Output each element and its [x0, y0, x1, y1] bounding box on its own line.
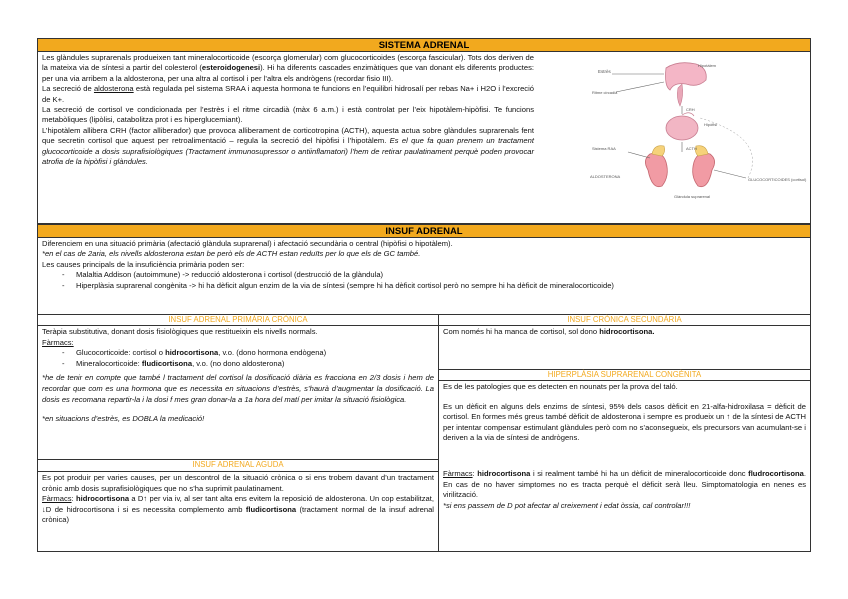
left-kidney-shape: [645, 153, 667, 187]
text-run: Mineralocorticoide:: [76, 358, 142, 368]
text-run-italic: *he de tenir en compte que també l tractament del cortisol la dosificació diària es fracciona en 2/3 dosis i hem de recordar que com es una hormona que es necessita en situacions d’estrès, s’haurà d’augmentar la dosificació. La dosis es recomana repartir-la i la dosi f mes gran donar-la a 1a hora del matí per imitar la situació fisiològica.: [42, 373, 434, 404]
diagram-label: GLUCOCORTICOIDES (cortisol): [748, 177, 807, 182]
text-run-italic: *en el cas de 2aria, els nivells aldosterona estan be però els de ACTH estan reduïts per lo que els de GC també.: [42, 249, 421, 259]
text-run: a D↑ per via iv, al ser tant alta ens evitem la reposició de aldosterona. Un cop estabilitzat, ↓D de hidrocortisona i si es necessita complemento amb: [42, 494, 434, 514]
cronica-farmacs-list: [42, 348, 434, 369]
text-run-bold: hidrocortisona.: [599, 327, 655, 336]
list-item: [76, 359, 434, 370]
text-run: . En cas de no haver simptomes no es tracta perquè el dèficit serà lleu. Simptomatologia en nenes es virilització.: [443, 468, 806, 500]
text-run: Les glàndules suprarenals produeixen tant mineralocorticoide (escorça glomerular) com glucocorticoides (escorça fascicular). Tots dos deriven de la mateixa via de síntesi a partir del colesterol (: [42, 53, 534, 73]
diagram-label: Sistema RAA: [592, 146, 616, 151]
text-run: i si realment també hi ha un dèficit de mineralocorticoide donc: [530, 468, 749, 478]
adrenal-p2: [42, 84, 534, 105]
hiperplasia-p1: Es de les patologies que es detecten en nounats per la prova del taló.: [443, 382, 678, 391]
hpa-axis-diagram: [578, 58, 810, 218]
section-title-insuf-adrenal: INSUF ADRENAL: [37, 224, 811, 238]
pituitary-stalk-shape: [677, 84, 682, 106]
text-run: :: [472, 468, 478, 478]
adrenal-p4: [42, 126, 534, 168]
cronica-box: [37, 326, 439, 460]
hiperplasia-box: [438, 381, 811, 552]
text-run: :: [71, 494, 76, 504]
diagram-label: CRH: [686, 107, 695, 112]
text-run: està regulada pel sistema SRAA i aquesta hormona te funcions en l’equilibri hidrosalí per rebas Na+ i H2O i l’excreció de K+.: [42, 84, 535, 104]
text-run-underline: aldosterona: [93, 84, 134, 94]
diagram-label: Glàndula suprarenal: [674, 194, 711, 199]
text-run-bold: fludrocortisona: [748, 468, 804, 478]
text-run: ). Hi ha diferents cascades enzimàtiques que van donant els diferents productes: per una via arribem a la aldosterona, per una altra al cortisol i per l’altra els andrògens (recordar fisio III).: [42, 63, 534, 83]
aguda-p2: [42, 494, 434, 526]
text-run-underline: Fàrmacs: [42, 494, 72, 504]
subsection-title-aguda: INSUF ADRENAL AGUDA: [37, 460, 439, 472]
sistema-adrenal-text: [42, 53, 534, 167]
text-run-bold: fludicortisona: [141, 358, 193, 368]
text-run: , v.o. (no dono aldosterona): [192, 358, 285, 368]
text-run-bold: hidrocortisona: [75, 494, 130, 504]
sistema-adrenal-box: [37, 52, 811, 224]
text-run-bold: hidrocortisona: [477, 468, 531, 478]
text-run: (tractament normal de la insuf adrenal crònica): [42, 504, 434, 525]
list-item: - Malaltia Addison (autoimmune) -> reducció aldosterona i cortisol (destrucció de la glàndula): [76, 270, 806, 280]
text-run-bold: hidrocortisona: [165, 348, 219, 358]
secundaria-box: [438, 326, 811, 370]
pituitary-shape: [666, 116, 698, 140]
list-item: [76, 348, 434, 359]
insuf-intro: Diferenciem en una situació primària (afectació glàndula suprarenal) i afectació secundària o central (hipòfisi o hipotàlem).: [42, 239, 453, 248]
aguda-p1: Es pot produir per varies causes, per un descontrol de la situació crònica o si ens trobem davant d’un tractament crònic amb dosis suprafisiològiques que no s’ha suprimit paulatinament.: [42, 473, 434, 493]
cronica-note1: [42, 373, 434, 405]
text-run-italic: *en situacions d’estrès, es DOBLA la medicació!: [42, 414, 205, 424]
adrenal-p1: [42, 53, 534, 84]
diagram-label: Estrès: [598, 69, 611, 74]
diagram-label: Hipotàlem: [698, 63, 717, 68]
right-adrenal-shape: [695, 146, 708, 156]
subsection-title-hiperplasia: HIPERPLÀSIA SUPRARENAL CONGÈNITA: [438, 370, 811, 381]
diagram-label: Hipòfisi: [704, 122, 718, 127]
text-run: Com només hi ha manca de cortisol, sol dono: [443, 327, 600, 336]
text-run: Glucocorticoide: cortisol o: [76, 348, 166, 358]
text-run-bold: esteroidogenesi: [201, 63, 261, 73]
diagram-label: Ritme circadià: [592, 90, 618, 95]
hiperplasia-p2: Es un dèficit en alguns dels enzims de síntesi, 95% dels casos dèficit en 21-alfa-hidroxilasa = dèficit de cortisol. En formes més greus també dèficit de aldosterona i sempre es produeix un ↑ de la síntesi de ACTH per intentar compensar estimulant glàndules però com no s’aconsegueix, els precursors van acumulant-se i deriven a la via de síntesi de andrògens.: [443, 401, 806, 443]
aguda-box: [37, 472, 439, 552]
insuf-note: [42, 249, 806, 259]
arrow-sraa: [628, 152, 650, 158]
diagram-label: ALDOSTERONA: [590, 174, 621, 179]
insuf-causes-intro: Les causes principals de la insuficiència primària poden ser:: [42, 259, 245, 269]
right-kidney-shape: [693, 153, 715, 187]
section-title-sistema-adrenal: SISTEMA ADRENAL: [37, 38, 811, 52]
subsection-title-secundaria: INSUF CRÒNICA SECUNDÀRIA: [438, 315, 811, 326]
text-run-underline: Fàrmacs: [443, 468, 473, 478]
text-run: La secreció de: [42, 84, 94, 94]
subsection-title-cronica: INSUF ADRENAL PRIMÀRIA CRÒNICA: [37, 315, 439, 326]
left-adrenal-shape: [652, 146, 665, 156]
cronica-farmacs-label: [42, 338, 434, 349]
arrow-gc: [714, 170, 746, 178]
text-run-italic: *si ens passem de D pot afectar al creixement i edat òssia, cal controlar!!!: [443, 500, 691, 510]
diagram-label: ACTH: [686, 146, 697, 151]
text-run: , v.o. (dono hormona endògena): [218, 348, 327, 358]
text-run-italic: Es el que fa quan prenem un tractament glucocorticoide a dosis suprafisiològiques (Tractament immunosupressor o antiinflamatori) l’hem de retirar paulatinament perquè poden provocar atrofia de la hipòfisi i glàndules.: [42, 136, 534, 167]
hiperplasia-p4: [443, 501, 806, 512]
insuf-adrenal-box: [37, 238, 811, 315]
secundaria-text: [443, 327, 806, 338]
arrow-circadia: [616, 82, 664, 92]
cronica-therapy: Teràpia substitutiva, donant dosis fisiològiques que restitueixin els nivells normals.: [42, 327, 318, 336]
cronica-note2: [42, 414, 434, 425]
text-run: L’hipotàlem allibera CRH (factor alliberador) que provoca alliberament de corticotropina (ACTH), aquesta actua sobre glàndules suprarenals fent que secretin cortisol que aquest per retroalimentació – regula la secreció del hipòfisi i l’hipotàlem.: [42, 125, 534, 146]
list-item: - Hiperplàsia suprarenal congènita -> hi ha dèficit algun enzim de la via de síntesi (sempre hi ha dèficit cortisol però no sempre hi ha dèficit de mineralocorticoide): [76, 281, 806, 291]
insuf-causes-list: [42, 270, 806, 291]
text-run-underline: Fàrmacs:: [42, 337, 74, 347]
text-run-bold: fludicortisona: [245, 504, 297, 514]
hiperplasia-p3: [443, 469, 806, 501]
adrenal-p3: La secreció de cortisol ve condicionada per l’estrès i el ritme circadià (màx 6 a.m.) i està controlat per l’eix hipotàlem-hipòfisi. Te funcions metabòliques (lipòlisi, catabolitza prot i es hiperglucemiant).: [42, 105, 534, 125]
